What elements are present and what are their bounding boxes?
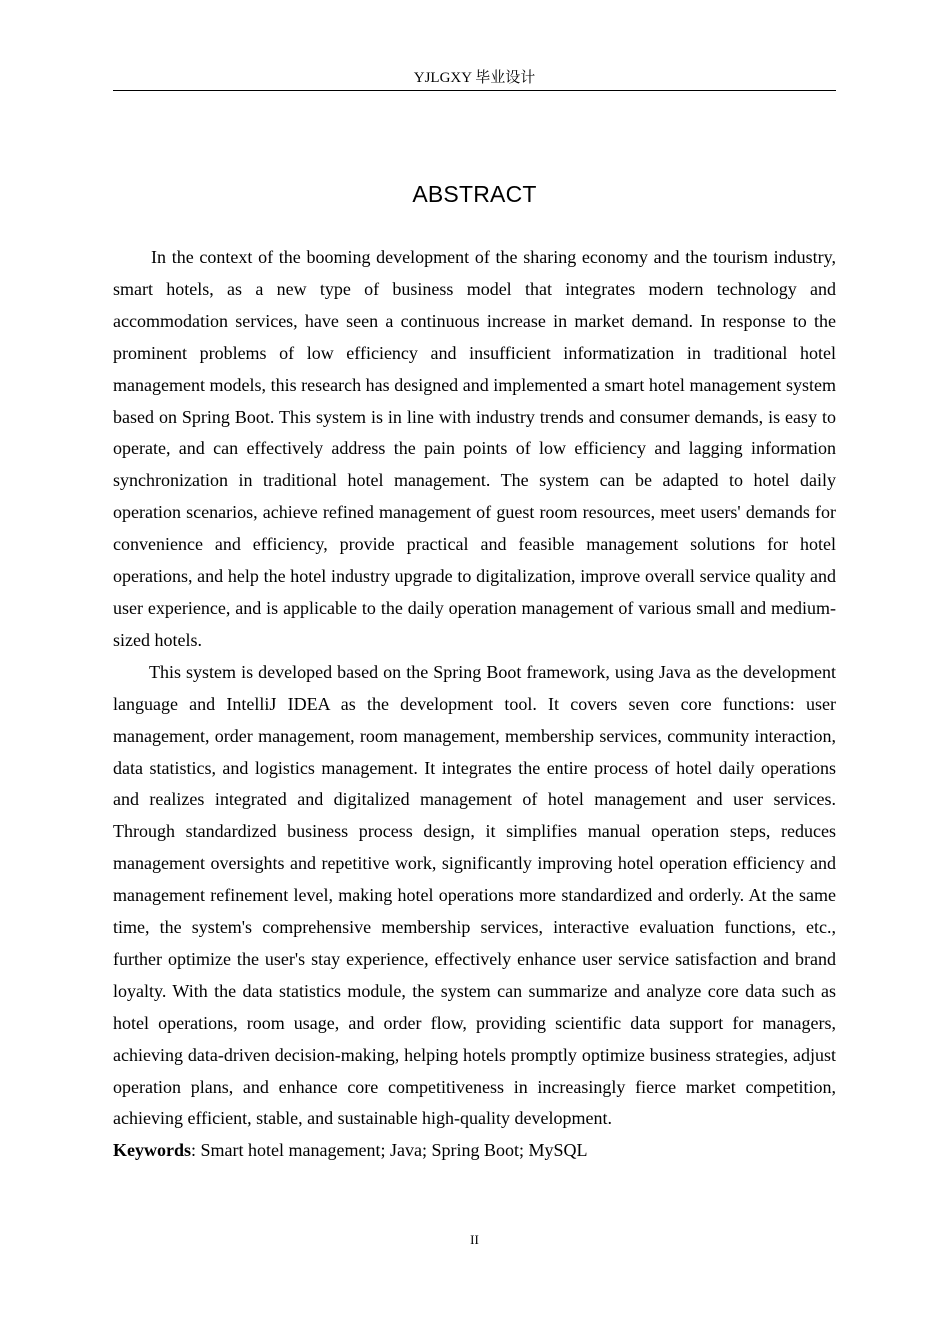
- abstract-body: [113, 242, 836, 1167]
- abstract-title: ABSTRACT: [412, 181, 537, 207]
- abstract-paragraph-2: This system is developed based on the Spring Boot framework, using Java as the development language and IntelliJ IDEA as the development tool. It covers seven core functions: user management, order management, room management, membership services, community interaction, data statistics, and logistics management. It integrates the entire process of hotel daily operations and realizes integrated and digitalized management of hotel management and user services. Through standardized business process design, it simplifies manual operation steps, reduces management oversights and repetitive work, significantly improving hotel operation efficiency and management refinement level, making hotel operations more standardized and orderly. At the same time, the system's comprehensive membership services, interactive evaluation functions, etc., further optimize the user's stay experience, effectively enhance user service satisfaction and brand loyalty. With the data statistics module, the system can summarize and analyze core data such as hotel operations, room usage, and order flow, providing scientific data support for managers, achieving data-driven decision-making, helping hotels promptly optimize business strategies, adjust operation plans, and enhance core competitiveness in increasingly fierce market competition, achieving efficient, stable, and sustainable high-quality development.: [113, 661, 836, 1129]
- running-header: YJLGXY 毕业设计: [413, 70, 536, 86]
- header-rule: [113, 90, 836, 91]
- keywords-label: Keywords: [113, 1140, 191, 1161]
- keywords-text: Smart hotel management; Java; Spring Boot; MySQL: [200, 1140, 588, 1161]
- page-number: II: [470, 1232, 479, 1247]
- keywords-separator: :: [191, 1140, 201, 1161]
- keywords-line: [113, 1135, 836, 1167]
- abstract-paragraph-1: In the context of the booming development of the sharing economy and the tourism industry, smart hotels, as a new type of business model that integrates modern technology and accommodation services, have seen a continuous increase in market demand. In response to the prominent problems of low efficiency and insufficient informatization in traditional hotel management models, this research has designed and implemented a smart hotel management system based on Spring Boot. This system is in line with industry trends and consumer demands, is easy to operate, and can effectively address the pain points of low efficiency and lagging information synchronization in traditional hotel management. The system can be adapted to hotel daily operation scenarios, achieve refined management of guest room resources, meet users' demands for convenience and efficiency, provide practical and feasible management solutions for hotel operations, and help the hotel industry upgrade to digitalization, improve overall service quality and user experience, and is applicable to the daily operation management of various small and medium-sized hotels.: [113, 247, 836, 650]
